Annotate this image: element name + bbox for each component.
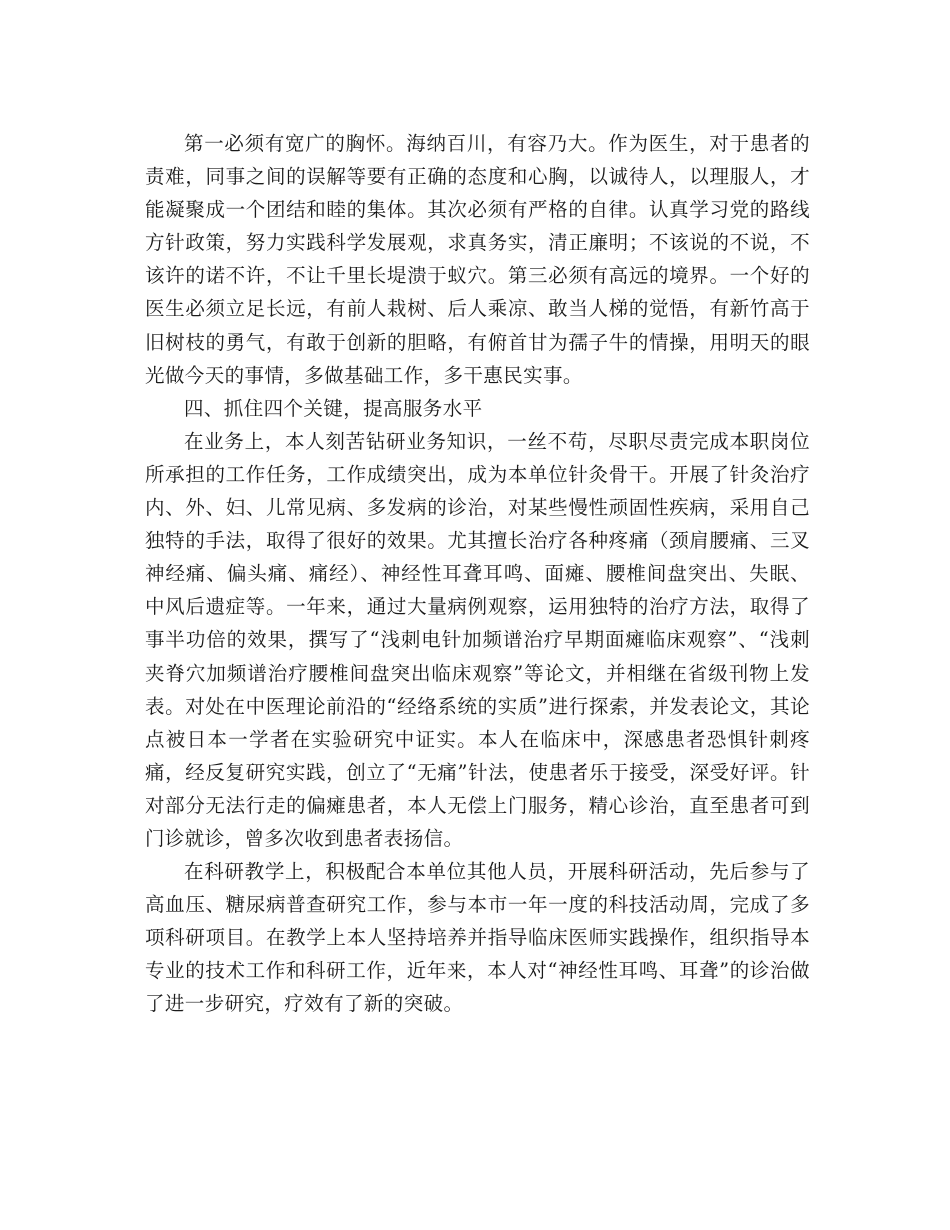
- paragraph-virtues: 第一必须有宽广的胸怀。海纳百川，有容乃大。作为医生，对于患者的责难，同事之间的误解等要有正确的态度和心胸，以诚待人，以理服人，才能凝聚成一个团结和睦的集体。其次必须有严格的自律。认真学习党的路线方针政策，努力实践科学发展观，求真务实，清正廉明；不该说的不说，不该许的诺不许，不让千里长堤溃于蚁穴。第三必须有高远的境界。一个好的医生必须立足长远，有前人栽树、后人乘凉、敢当人梯的觉悟，有新竹高于旧树枝的勇气，有敢于创新的胆略，有俯首甘为孺子牛的情操，用明天的眼光做今天的事情，多做基础工作，多干惠民实事。: [145, 132, 810, 387]
- paragraph-clinical-work: 在业务上，本人刻苦钻研业务知识，一丝不苟，尽职尽责完成本职岗位所承担的工作任务，工作成绩突出，成为本单位针灸骨干。开展了针灸治疗内、外、妇、儿常见病、多发病的诊治，对某些慢性顽固性疾病，采用自己独特的手法，取得了很好的效果。尤其擅长治疗各种疼痛（颈肩腰痛、三叉神经痛、偏头痛、痛经）、神经性耳聋耳鸣、面瘫、腰椎间盘突出、失眠、中风后遗症等。一年来，通过大量病例观察，运用独特的治疗方法，取得了事半功倍的效果，撰写了“浅刺电针加频谱治疗早期面瘫临床观察”、“浅刺夹脊穴加频谱治疗腰椎间盘突出临床观察”等论文，并相继在省级刊物上发表。对处在中医理论前沿的“经络系统的实质”进行探索，并发表论文，其论点被日本一学者在实验研究中证实。本人在临床中，深感患者恐惧针刺疼痛，经反复研究实践，创立了“无痛”针法，使患者乐于接受，深受好评。针对部分无法行走的偏瘫患者，本人无偿上门服务，精心诊治，直至患者可到门诊就诊，曾多次收到患者表扬信。: [145, 429, 810, 850]
- section-heading-four: 四、抓住四个关键，提高服务水平: [184, 396, 483, 420]
- paragraph-research-teaching: 在科研教学上，积极配合本单位其他人员，开展科研活动，先后参与了高血压、糖尿病普查研究工作，参与本市一年一度的科技活动周，完成了多项科研项目。在教学上本人坚持培养并指导临床医师实践操作，组织指导本专业的技术工作和科研工作，近年来，本人对“神经性耳鸣、耳聋”的诊治做了进一步研究，疗效有了新的突破。: [145, 860, 810, 1016]
- document-body: [145, 127, 810, 1021]
